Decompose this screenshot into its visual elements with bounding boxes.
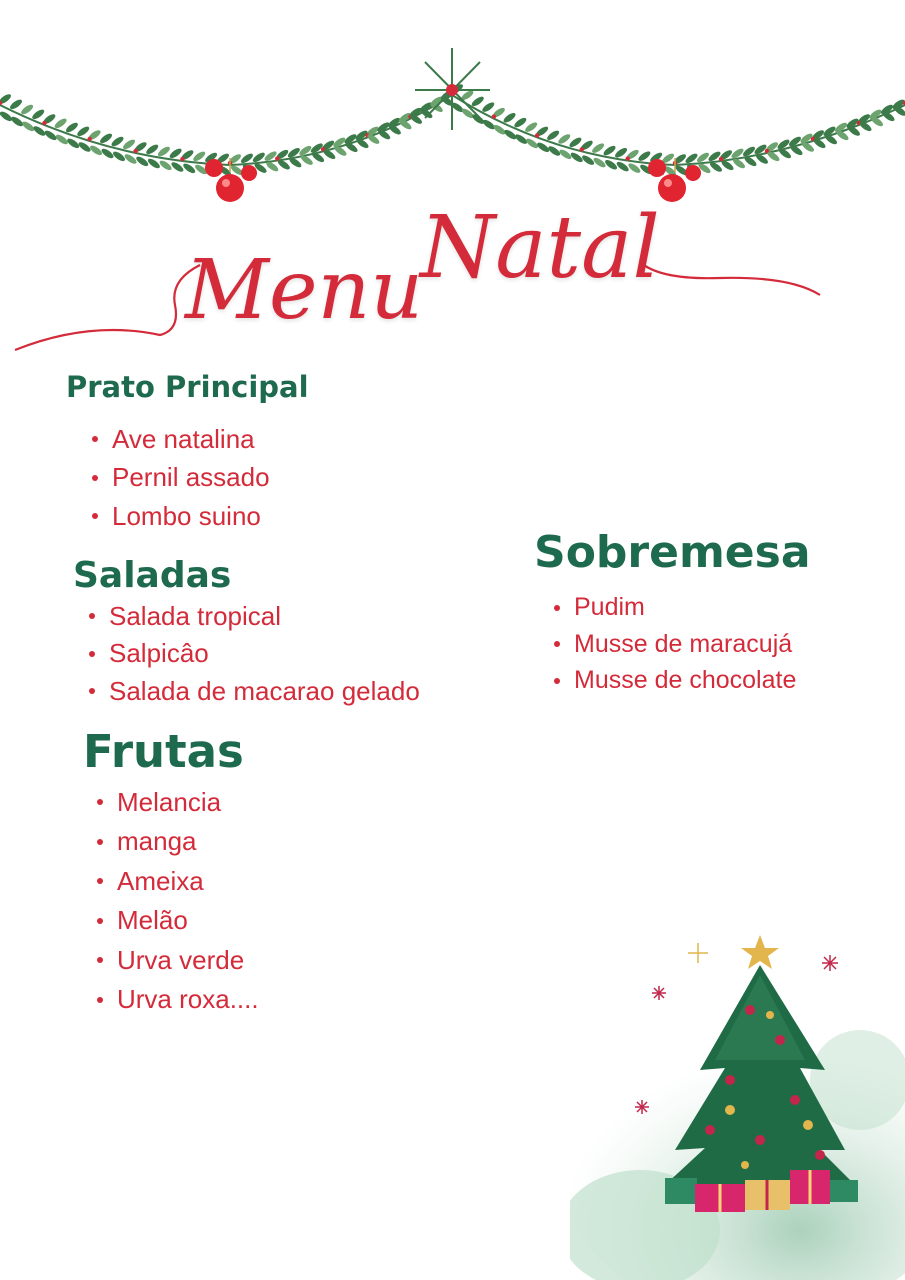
- list-item: Melancia: [93, 783, 259, 823]
- leaf-icon: [135, 155, 150, 168]
- leaf-icon: [10, 115, 25, 128]
- list-item: Pernil assado: [88, 458, 309, 497]
- leaf-icon: [557, 133, 572, 146]
- leaf-icon: [9, 98, 24, 111]
- berry-icon: [625, 156, 629, 160]
- berry-icon: [275, 156, 279, 160]
- leaf-icon: [637, 150, 652, 163]
- leaf-icon: [581, 154, 596, 167]
- list-item: Musse de maracujá: [550, 626, 811, 663]
- leaf-icon: [170, 161, 185, 174]
- list-item: Urva roxa....: [93, 980, 259, 1020]
- leaf-icon: [492, 123, 507, 136]
- list-prato-principal: [88, 420, 309, 536]
- list-item: Urva verde: [93, 941, 259, 981]
- christmas-tree-illustration: [570, 930, 905, 1280]
- christmas-garland: [0, 40, 905, 220]
- leaf-icon: [602, 144, 617, 157]
- heading-prato-principal: Prato Principal: [66, 370, 309, 404]
- leaf-icon: [77, 141, 92, 154]
- snowflake-icon: [415, 48, 490, 130]
- leaf-icon: [110, 135, 125, 148]
- leaf-icon: [604, 158, 619, 171]
- list-item: Pudim: [550, 589, 811, 626]
- list-item: manga: [93, 822, 259, 862]
- berry-icon: [719, 157, 723, 161]
- leaf-icon: [0, 110, 13, 123]
- leaf-icon: [100, 147, 115, 160]
- list-item: Salpicâo: [85, 635, 420, 673]
- list-saladas: [85, 598, 420, 711]
- leaf-icon: [122, 138, 137, 151]
- leaf-icon: [112, 150, 127, 163]
- heading-frutas: Frutas: [83, 725, 244, 778]
- leaf-icon: [524, 121, 539, 134]
- leaf-icon: [568, 136, 583, 149]
- list-item: Salada de macarao gelado: [85, 673, 420, 711]
- star-icon: [741, 935, 779, 969]
- leaf-icon: [64, 121, 79, 134]
- leaf-icon: [481, 101, 496, 114]
- list-item: Musse de chocolate: [550, 662, 811, 699]
- leaf-icon: [503, 128, 518, 141]
- list-item: Ameixa: [93, 862, 259, 902]
- leaf-icon: [525, 137, 540, 150]
- leaf-icon: [31, 108, 46, 121]
- section-sobremesa: [534, 529, 811, 699]
- heading-sobremesa: Sobremesa: [534, 527, 811, 578]
- leaf-icon: [53, 117, 68, 130]
- leaf-icon: [156, 145, 171, 158]
- heading-saladas: Saladas: [73, 555, 232, 596]
- list-sobremesa: [550, 589, 811, 699]
- berry-icon: [180, 157, 184, 161]
- leaf-icon: [192, 150, 207, 163]
- leaf-icon: [66, 137, 81, 150]
- leaf-icon: [146, 157, 161, 170]
- list-item: Lombo suino: [88, 497, 309, 536]
- berry-icon: [535, 133, 539, 137]
- leaf-icon: [546, 129, 561, 142]
- leaf-icon: [21, 120, 36, 133]
- leaf-icon: [89, 144, 104, 157]
- leaf-icon: [615, 160, 630, 173]
- leaf-icon: [54, 133, 69, 146]
- section-prato-principal: [66, 372, 309, 535]
- leaf-icon: [76, 125, 91, 138]
- leaf-icon: [569, 151, 584, 164]
- leaf-icon: [591, 142, 606, 155]
- leaf-icon: [20, 103, 35, 116]
- leaf-icon: [99, 132, 114, 145]
- section-saladas: [73, 556, 420, 710]
- leaf-icon: [502, 111, 517, 124]
- section-frutas: [83, 727, 259, 1020]
- leaf-icon: [123, 153, 138, 166]
- title-menu-word: Menu: [185, 243, 424, 338]
- leaf-icon: [514, 133, 529, 146]
- leaf-icon: [145, 143, 160, 156]
- leaf-icon: [32, 125, 47, 138]
- berry-icon: [42, 121, 46, 125]
- leaf-icon: [592, 156, 607, 169]
- leaf-icon: [470, 95, 485, 108]
- leaf-icon: [182, 162, 197, 175]
- leaf-icon: [481, 118, 496, 131]
- list-item: Melão: [93, 901, 259, 941]
- leaf-icon: [513, 116, 528, 129]
- leaf-icon: [627, 162, 642, 175]
- list-frutas: [93, 783, 259, 1020]
- berry-icon: [87, 137, 91, 141]
- berry-icon: [492, 114, 496, 118]
- berry-icon: [580, 147, 584, 151]
- list-item: Ave natalina: [88, 420, 309, 459]
- title-natal-word: Natal: [420, 198, 660, 298]
- berry-icon: [133, 149, 137, 153]
- list-item: Salada tropical: [85, 598, 420, 636]
- leaf-icon: [43, 129, 58, 142]
- leaf-icon: [158, 159, 173, 172]
